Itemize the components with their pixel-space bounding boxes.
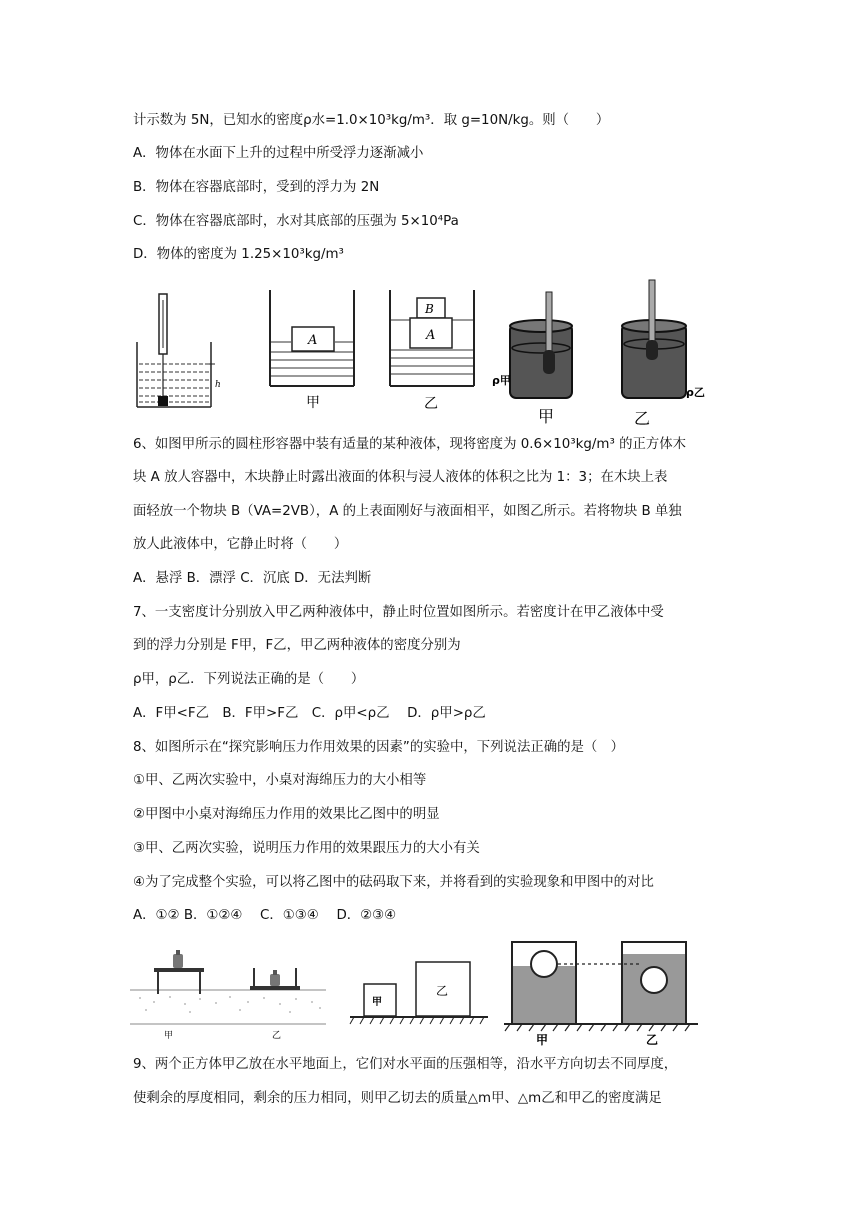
figure-sponge-table [130, 942, 330, 1042]
caption-yi-2: 乙 [634, 409, 651, 428]
cube-yi-label: 乙 [436, 984, 449, 998]
q6-line-2: 块 A 放人容器中，木块静止时露出液面的体积与浸人液体的体积之比为 1：3；在木块上表 [133, 470, 668, 485]
caption-jia: 甲 [306, 395, 320, 410]
q7-line-1: 7、一支密度计分别放入甲乙两种液体中，静止时位置如图所示。若密度计在甲乙液体中受 [133, 605, 664, 620]
block-a-label: A [308, 333, 318, 348]
q5-option-b: B．物体在容器底部时，受到的浮力为 2N [133, 180, 380, 195]
h-label: h [215, 380, 221, 390]
q9-line-1: 9、两个正方体甲乙放在水平地面上，它们对水平面的压强相等，沿水平方向切去不同厚度， [133, 1057, 678, 1072]
rho-yi-label: ρ乙 [686, 386, 705, 399]
q5-option-a: A．物体在水面下上升的过程中所受浮力逐渐减小 [133, 146, 424, 161]
q9-line-2: 使剩余的厚度相同，剩余的压力相同，则甲乙切去的质量△m甲、△m乙和甲乙的密度满足 [133, 1091, 662, 1106]
caption-jia-4: 甲 [536, 1033, 549, 1047]
rho-jia-label: ρ甲 [492, 374, 511, 387]
figure-balls-beakers [500, 938, 705, 1048]
q5-option-d: D．物体的密度为 1.25×10³kg/m³ [133, 247, 344, 262]
q7-line-2: 到的浮力分别是 F甲，F乙，甲乙两种液体的密度分别为 [133, 638, 461, 653]
q7-line-3: ρ甲，ρ乙．下列说法正确的是（ ） [133, 672, 365, 687]
q8-statement-3: ③甲、乙两次实验，说明压力作用的效果跟压力的大小有关 [133, 841, 480, 856]
block-a-label-2: A [426, 328, 436, 343]
figure-hydrometer-yi [612, 278, 722, 428]
q8-statement-4: ④为了完成整个实验，可以将乙图中的砝码取下来，并将看到的实验现象和甲图中的对比 [133, 875, 654, 890]
cube-jia-label: 甲 [372, 997, 382, 1008]
block-b-label: B [425, 302, 434, 316]
q8-statement-1: ①甲、乙两次实验中，小桌对海绵压力的大小相等 [133, 773, 427, 788]
q8-options: A．①② B．①②④ C．①③④ D．②③④ [133, 908, 397, 923]
q8-statement-2: ②甲图中小桌对海绵压力作用的效果比乙图中的明显 [133, 807, 440, 822]
caption-yi: 乙 [424, 396, 438, 410]
figure-cubes [348, 950, 498, 1030]
figure-block-a-jia [268, 290, 358, 410]
q7-options: A．F甲<F乙 B．F甲>F乙 C．ρ甲<ρ乙 D．ρ甲>ρ乙 [133, 706, 486, 721]
caption-yi-3: 乙 [272, 1031, 282, 1041]
q6-line-1: 6、如图甲所示的圆柱形容器中装有适量的某种液体，现将密度为 0.6×10³kg/m³ 的正方体木 [133, 437, 687, 452]
q6-line-3: 面轻放一个物块 B（VA=2VB），A 的上表面刚好与液面相平，如图乙所示。若将物块 B 单独 [133, 504, 682, 519]
figure-block-ab-yi [388, 290, 478, 410]
q6-line-4: 放人此液体中，它静止时将（ ） [133, 537, 348, 552]
q5-option-c: C．物体在容器底部时，水对其底部的压强为 5×10⁴Pa [133, 214, 459, 229]
intro-line: 计示数为 5N，已知水的密度ρ水=1.0×10³kg/m³．取 g=10N/kg。则（ ） [133, 113, 610, 128]
caption-yi-4: 乙 [646, 1033, 659, 1047]
q6-options: A．悬浮 B．漂浮 C．沉底 D．无法判断 [133, 571, 372, 586]
figure-hydrometer-jia [490, 288, 590, 428]
caption-jia-3: 甲 [164, 1031, 174, 1041]
q8-line-1: 8、如图所示在“探究影响压力作用效果的因素”的实验中，下列说法正确的是（ ） [133, 740, 625, 755]
figure-spring-scale [133, 292, 223, 412]
caption-jia-2: 甲 [538, 407, 555, 426]
